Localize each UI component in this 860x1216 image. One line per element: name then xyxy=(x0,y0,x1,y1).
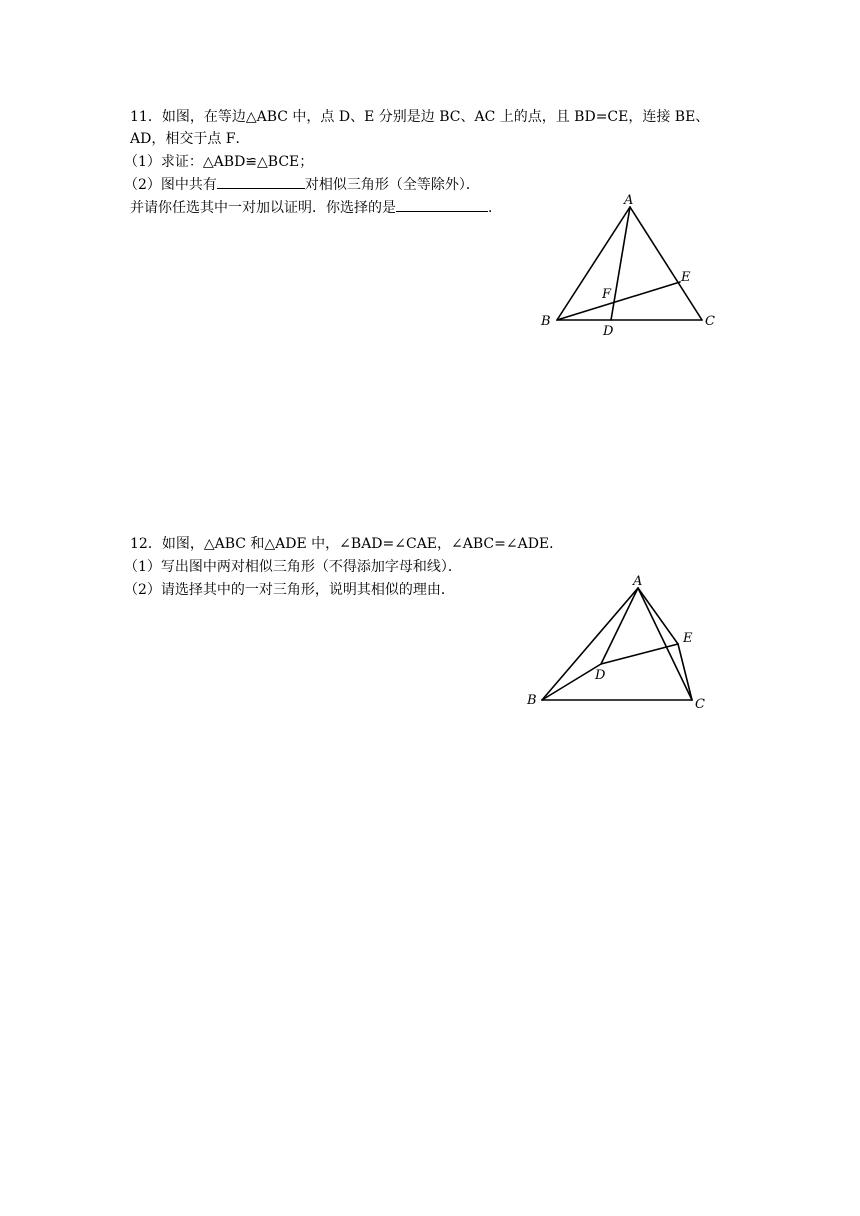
q11-label-b: B xyxy=(541,314,551,329)
q11-label-e: E xyxy=(681,270,691,285)
q12-label-b: B xyxy=(527,693,537,708)
q11-label-f: F xyxy=(602,287,612,302)
q11-part2 xyxy=(124,174,480,195)
q12-label-c: C xyxy=(695,697,705,712)
q12-segment-bd xyxy=(542,664,601,700)
q12-label-e: E xyxy=(683,631,693,646)
q11-line4-after: ． xyxy=(488,200,502,216)
q11-segment-be xyxy=(557,282,680,320)
q11-part2-after: 对相似三角形（全等除外）． xyxy=(304,177,480,193)
q11-segment-ab xyxy=(557,207,630,320)
q12-segment-de xyxy=(601,644,678,664)
q12-segment-ec xyxy=(678,644,692,700)
q12-label-a: A xyxy=(633,574,643,589)
q12-label-d: D xyxy=(595,668,606,683)
q11-label-d: D xyxy=(603,324,614,339)
q11-count-blank[interactable] xyxy=(217,174,305,189)
q12-figure xyxy=(520,570,720,720)
q12-segment-ab xyxy=(542,588,638,700)
q11-line1: 11．如图，在等边△ABC 中，点 D、E 分别是边 BC、AC 上的点，且 BD=CE，连接 BE、 xyxy=(130,109,710,125)
q11-segment-ac xyxy=(630,207,702,320)
q11-part2-before: （2）图中共有 xyxy=(124,177,217,193)
q11-figure xyxy=(530,185,730,345)
q12-part1: （1）写出图中两对相似三角形（不得添加字母和线）． xyxy=(124,559,462,575)
q12-line1: 12．如图，△ABC 和△ADE 中，∠BAD=∠CAE，∠ABC=∠ADE． xyxy=(130,536,564,552)
q11-part1: （1）求证：△ABD≌△BCE； xyxy=(124,154,314,170)
q11-label-a: A xyxy=(624,193,634,208)
q11-choice-blank[interactable] xyxy=(396,197,488,212)
q12-segment-ae xyxy=(638,588,678,644)
q12-segment-ad xyxy=(601,588,638,664)
q11-line2: AD，相交于点 F． xyxy=(130,131,250,147)
q11-label-c: C xyxy=(705,314,715,329)
q11-line4 xyxy=(130,197,502,218)
q11-line4-before: 并请你任选其中一对加以证明．你选择的是 xyxy=(130,200,396,216)
q12-part2: （2）请选择其中的一对三角形，说明其相似的理由． xyxy=(124,582,455,598)
